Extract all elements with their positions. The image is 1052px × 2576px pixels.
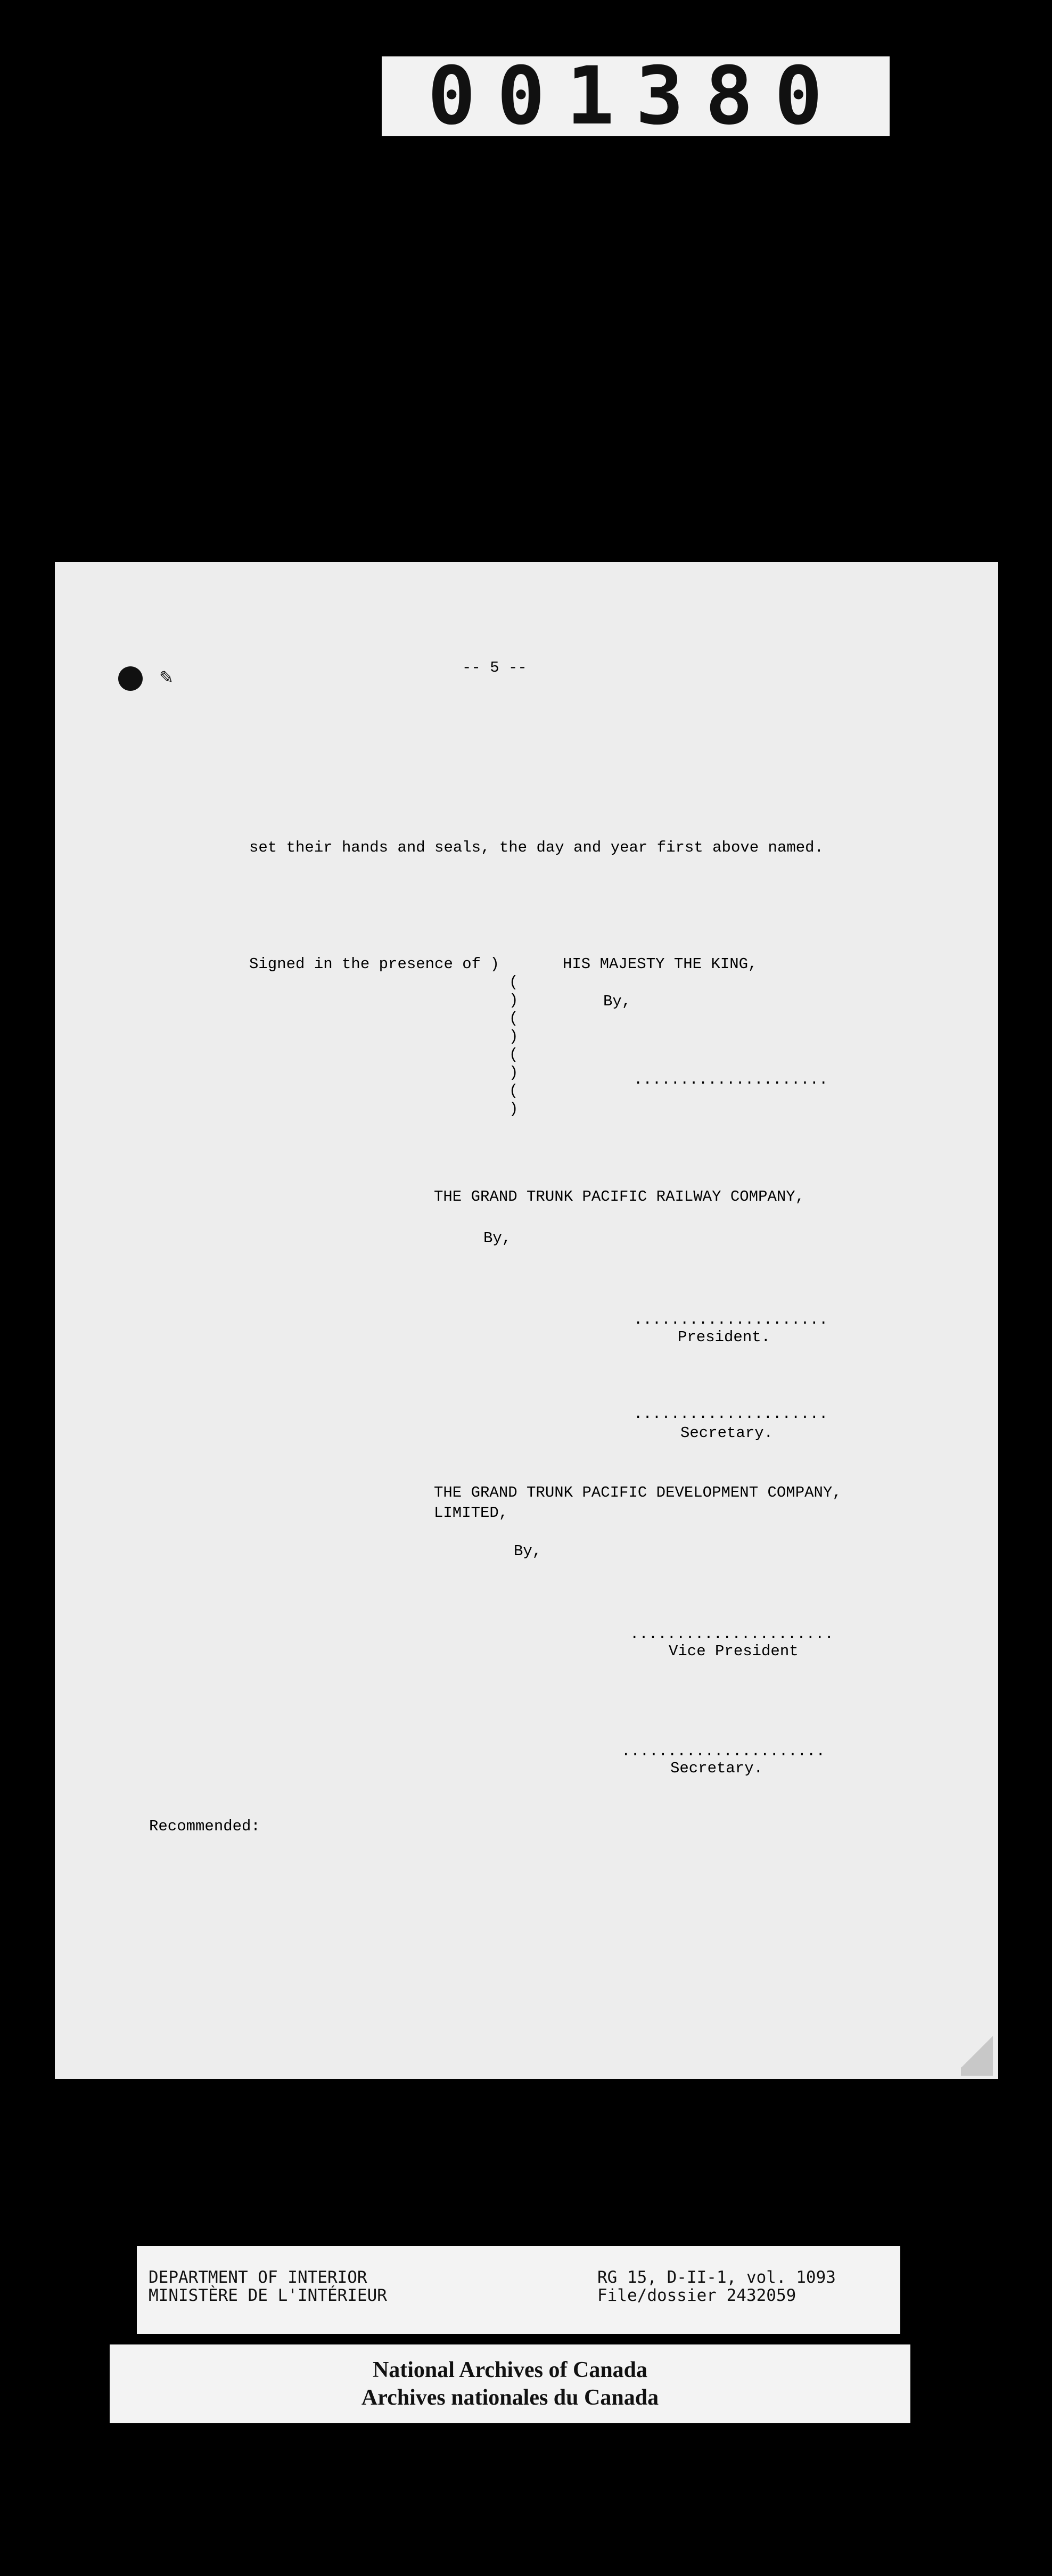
recommended-label: Recommended: (149, 1818, 260, 1835)
department-fr: MINISTÈRE DE L'INTÉRIEUR (149, 2286, 387, 2305)
frame-number: 001380 (382, 56, 890, 136)
opening-line: set their hands and seals, the day and year first above named. (249, 839, 824, 856)
archive-reference-label (137, 2246, 900, 2334)
page-number: -- 5 -- (462, 659, 527, 676)
paren: ( (509, 1010, 519, 1027)
party2-president-line: ..................... (634, 1311, 828, 1328)
party1-by: By, (603, 993, 631, 1010)
paren: ) (509, 1100, 519, 1118)
archives-banner (110, 2344, 910, 2423)
party1-signature-line: ..................... (634, 1071, 828, 1088)
document-page (55, 562, 998, 2079)
party2-secretary-line: ..................... (634, 1405, 828, 1423)
paren: ( (509, 1082, 519, 1100)
department-en: DEPARTMENT OF INTERIOR (149, 2268, 367, 2287)
folded-corner (961, 2028, 993, 2076)
party2-by: By, (483, 1229, 512, 1247)
party3-secretary-title: Secretary. (670, 1760, 763, 1777)
party2-secretary-title: Secretary. (680, 1424, 774, 1442)
paren: ) (509, 1028, 519, 1045)
paren: ( (509, 973, 519, 991)
party3-name-line2: LIMITED, (434, 1504, 508, 1522)
ink-mark: ✎ (160, 666, 173, 690)
file-ref: File/dossier 2432059 (597, 2286, 796, 2305)
party3-vice-president-title: Vice President (669, 1642, 799, 1660)
paren: ) (509, 992, 519, 1009)
paren: ) (509, 1064, 519, 1081)
archives-name-en: National Archives of Canada (372, 2358, 648, 2382)
party1-name: HIS MAJESTY THE KING, (563, 955, 758, 973)
archives-name-fr: Archives nationales du Canada (361, 2385, 659, 2410)
ink-blot (118, 666, 143, 691)
witness-line: Signed in the presence of ) (249, 955, 499, 973)
paren: ( (509, 1046, 519, 1063)
party3-vice-president-line: ...................... (630, 1625, 834, 1643)
party2-president-title: President. (678, 1328, 771, 1346)
party2-name: THE GRAND TRUNK PACIFIC RAILWAY COMPANY, (434, 1188, 805, 1206)
party3-name: THE GRAND TRUNK PACIFIC DEVELOPMENT COMPANY, (434, 1484, 842, 1501)
party3-by: By, (514, 1542, 542, 1560)
record-group-ref: RG 15, D-II-1, vol. 1093 (597, 2268, 836, 2287)
party3-secretary-line: ...................... (621, 1743, 825, 1760)
